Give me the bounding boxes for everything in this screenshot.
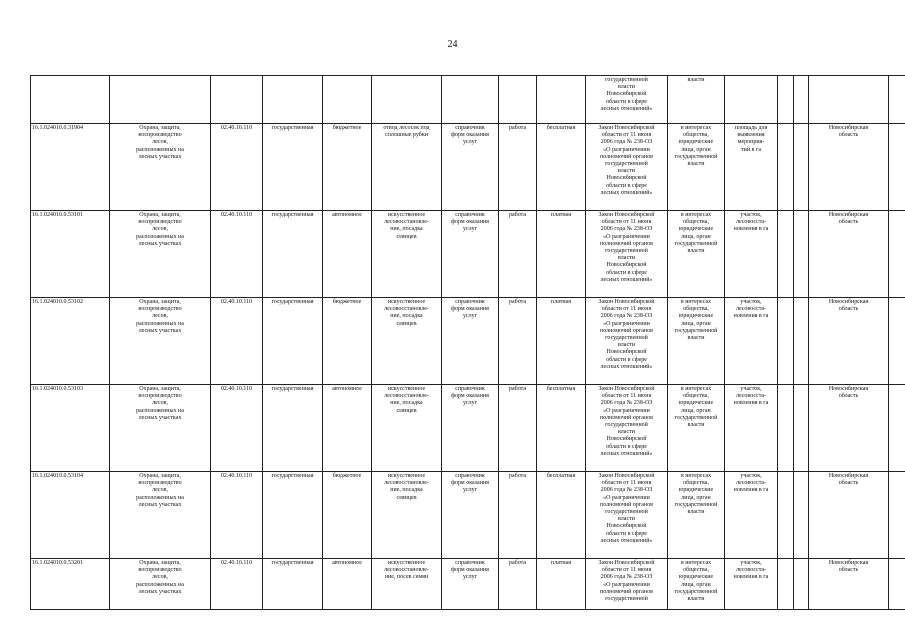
cell-form: государственная — [263, 472, 323, 559]
table-row — [31, 124, 905, 211]
cell-content: искусственное лесовосстановле- ние, посев семян — [372, 559, 442, 610]
cell-consumers: в интересах общества, юридические лица, орган государственной власти — [668, 472, 725, 559]
cell-source: справочник форм оказания услуг — [442, 298, 499, 385]
page-number: 24 — [447, 39, 458, 50]
cell-payment: бесплатная — [537, 472, 586, 559]
cell-empty — [794, 385, 809, 472]
cell-okved: 02.40.10.110 — [211, 385, 263, 472]
cell-content: отвод лесосек под сплошные рубки — [372, 124, 442, 211]
cell-institution: бюджетное — [323, 298, 372, 385]
cell-empty — [889, 76, 905, 124]
cell-code: 16.1.024010.0.53101 — [31, 211, 110, 298]
cell-empty — [889, 472, 905, 559]
cell-empty — [778, 385, 794, 472]
cell-okved: 02.40.10.110 — [211, 124, 263, 211]
cell-source: справочник форм оказания услуг — [442, 472, 499, 559]
cell-consumers: в интересах общества, юридические лица, орган государственной власти — [668, 559, 725, 610]
cell-code: 16.1.024010.0.53102 — [31, 298, 110, 385]
cell-code: 16.1.024010.0.53104 — [31, 472, 110, 559]
cell-content: искусственное лесовосстановле- ние, посадка сеянцев — [372, 385, 442, 472]
cell-empty — [778, 124, 794, 211]
cell-type: работа — [499, 124, 537, 211]
cell-empty — [794, 76, 809, 124]
cell-region: Новосибирская область — [809, 124, 889, 211]
cell-empty — [889, 211, 905, 298]
cell-empty — [794, 124, 809, 211]
cell-name — [110, 76, 211, 124]
cell-content: искусственное лесовосстановле- ние, посадка сеянцев — [372, 298, 442, 385]
cell-consumers: в интересах общества, юридические лица, орган государственной власти — [668, 211, 725, 298]
cell-okved: 02.40.10.110 — [211, 211, 263, 298]
cell-law: Закон Новосибирской области от 11 июня 2006 года № 238-ОЗ «О разграничении полномочий органов государственной — [586, 559, 668, 610]
cell-indicator: участок, лесовосста- новления в га — [725, 559, 778, 610]
cell-empty — [889, 298, 905, 385]
cell-form: государственная — [263, 559, 323, 610]
cell-empty — [794, 472, 809, 559]
cell-name: Охрана, защита, воспроизводство лесов, расположенных на лесных участках — [110, 472, 211, 559]
cell-empty — [778, 472, 794, 559]
cell-empty — [778, 559, 794, 610]
cell-empty — [794, 559, 809, 610]
cell-type: работа — [499, 559, 537, 610]
cell-indicator: участок, лесовосста- новления в га — [725, 211, 778, 298]
cell-institution: автономное — [323, 211, 372, 298]
cell-indicator: участок, лесовосста- новления в га — [725, 472, 778, 559]
cell-law: Закон Новосибирской области от 11 июня 2006 года № 238-ОЗ «О разграничении полномочий органов государственной власти Новосибирской области в сфере лесных отношений» — [586, 385, 668, 472]
cell-institution: автономное — [323, 385, 372, 472]
cell-form: государственная — [263, 211, 323, 298]
cell-name: Охрана, защита, воспроизводство лесов, расположенных на лесных участках — [110, 211, 211, 298]
cell-content: искусственное лесовосстановле- ние, посадка сеянцев — [372, 472, 442, 559]
cell-region: Новосибирская область — [809, 472, 889, 559]
cell-type — [499, 76, 537, 124]
cell-source: справочник форм оказания услуг — [442, 124, 499, 211]
cell-source: справочник форм оказания услуг — [442, 211, 499, 298]
cell-code: 16.1.024010.0.53201 — [31, 559, 110, 610]
cell-okved — [211, 76, 263, 124]
cell-content: искусственное лесовосстановле- ние, посадка сеянцев — [372, 211, 442, 298]
cell-name: Охрана, защита, воспроизводство лесов, расположенных на лесных участках — [110, 559, 211, 610]
cell-institution: бюджетное — [323, 472, 372, 559]
cell-form: государственная — [263, 385, 323, 472]
cell-code: 16.1.024010.0.53103 — [31, 385, 110, 472]
cell-type: работа — [499, 211, 537, 298]
cell-type: работа — [499, 298, 537, 385]
cell-consumers: власти — [668, 76, 725, 124]
cell-law: Закон Новосибирской области от 11 июня 2006 года № 238-ОЗ «О разграничении полномочий органов государственной власти Новосибирской области в сфере лесных отношений» — [586, 211, 668, 298]
cell-okved: 02.40.10.110 — [211, 472, 263, 559]
cell-form: государственная — [263, 298, 323, 385]
cell-payment: платная — [537, 298, 586, 385]
cell-okved: 02.40.10.110 — [211, 298, 263, 385]
cell-indicator: площадь для выявления мероприя- тий в га — [725, 124, 778, 211]
cell-law: государственной власти Новосибирской области в сфере лесных отношений» — [586, 76, 668, 124]
table-row — [31, 211, 905, 298]
table-body — [31, 76, 905, 610]
cell-region — [809, 76, 889, 124]
cell-content — [372, 76, 442, 124]
cell-source — [442, 76, 499, 124]
cell-payment: платная — [537, 559, 586, 610]
cell-consumers: в интересах общества, юридические лица, орган государственной власти — [668, 298, 725, 385]
cell-payment — [537, 76, 586, 124]
cell-name: Охрана, защита, воспроизводство лесов, расположенных на лесных участках — [110, 124, 211, 211]
cell-law: Закон Новосибирской области от 11 июня 2006 года № 238-ОЗ «О разграничении полномочий органов государственной власти Новосибирской области в сфере лесных отношений» — [586, 298, 668, 385]
table-row — [31, 385, 905, 472]
cell-empty — [778, 76, 794, 124]
cell-empty — [778, 298, 794, 385]
cell-empty — [889, 385, 905, 472]
cell-indicator: участок, лесовосста- новления в га — [725, 298, 778, 385]
cell-name: Охрана, защита, воспроизводство лесов, расположенных на лесных участках — [110, 298, 211, 385]
cell-source: справочник форм оказания услуг — [442, 559, 499, 610]
table-row — [31, 76, 905, 124]
cell-institution — [323, 76, 372, 124]
cell-form: государственная — [263, 124, 323, 211]
cell-payment: бесплатная — [537, 124, 586, 211]
cell-region: Новосибирская область — [809, 298, 889, 385]
cell-form — [263, 76, 323, 124]
cell-empty — [889, 559, 905, 610]
cell-name: Охрана, защита, воспроизводство лесов, расположенных на лесных участках — [110, 385, 211, 472]
cell-institution: бюджетное — [323, 124, 372, 211]
table-row — [31, 472, 905, 559]
cell-region: Новосибирская область — [809, 559, 889, 610]
cell-law: Закон Новосибирской области от 11 июня 2006 года № 238-ОЗ «О разграничении полномочий органов государственной власти Новосибирской области в сфере лесных отношений» — [586, 472, 668, 559]
cell-payment: бесплатная — [537, 385, 586, 472]
cell-institution: автономное — [323, 559, 372, 610]
cell-indicator — [725, 76, 778, 124]
table-row — [31, 298, 905, 385]
cell-empty — [794, 211, 809, 298]
cell-empty — [778, 211, 794, 298]
cell-consumers: в интересах общества, юридические лица, орган государственной власти — [668, 385, 725, 472]
cell-consumers: в интересах общества, юридические лица, орган государственной власти — [668, 124, 725, 211]
cell-code — [31, 76, 110, 124]
cell-type: работа — [499, 472, 537, 559]
cell-source: справочник форм оказания услуг — [442, 385, 499, 472]
table-row — [31, 559, 905, 610]
cell-payment: платная — [537, 211, 586, 298]
cell-region: Новосибирская область — [809, 385, 889, 472]
cell-empty — [794, 298, 809, 385]
cell-okved: 02.40.10.110 — [211, 559, 263, 610]
cell-code: 16.1.024010.0.31904 — [31, 124, 110, 211]
registry-table — [30, 75, 905, 610]
cell-law: Закон Новосибирской области от 11 июня 2006 года № 238-ОЗ «О разграничении полномочий органов государственной власти Новосибирской области в сфере лесных отношений» — [586, 124, 668, 211]
cell-indicator: участок, лесовосста- новления в га — [725, 385, 778, 472]
cell-empty — [889, 124, 905, 211]
cell-region: Новосибирская область — [809, 211, 889, 298]
cell-type: работа — [499, 385, 537, 472]
